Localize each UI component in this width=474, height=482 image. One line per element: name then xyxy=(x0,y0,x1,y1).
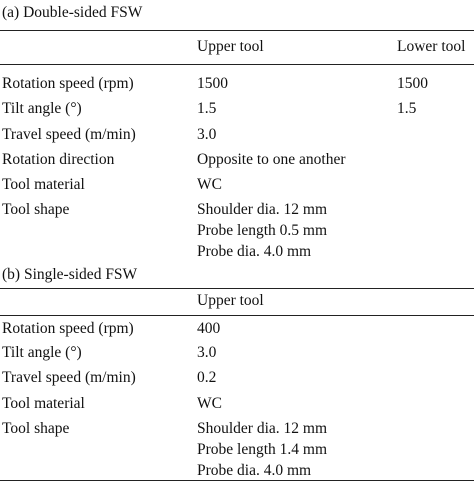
row-value-lower: 1.5 xyxy=(397,100,417,117)
section-rule xyxy=(0,288,474,289)
row-label: Rotation direction xyxy=(2,151,115,168)
section-a-header-upper: Upper tool xyxy=(197,38,264,55)
header-rule xyxy=(0,315,474,316)
row-label: Travel speed (m/min) xyxy=(2,369,136,386)
top-rule xyxy=(0,30,474,31)
row-label: Rotation speed (rpm) xyxy=(2,75,134,92)
row-value-upper: 3.0 xyxy=(197,126,217,143)
row-label: Tool material xyxy=(2,176,85,193)
row-value-upper: Opposite to one another xyxy=(197,151,346,168)
section-a-header-lower: Lower tool xyxy=(397,38,466,55)
bottom-rule xyxy=(0,480,474,481)
row-label: Tool shape xyxy=(2,201,70,218)
row-value-upper: 3.0 xyxy=(197,344,217,361)
row-label: Tool shape xyxy=(2,420,70,437)
row-value-upper: 1500 xyxy=(197,75,228,92)
row-value-upper: 400 xyxy=(197,320,221,337)
row-value-upper: WC xyxy=(197,176,222,193)
row-label: Travel speed (m/min) xyxy=(2,126,136,143)
row-value-upper-line: Probe dia. 4.0 mm xyxy=(197,462,312,479)
row-label: Tilt angle (°) xyxy=(2,344,82,361)
row-label: Tilt angle (°) xyxy=(2,100,82,117)
section-b-header-upper: Upper tool xyxy=(197,292,264,309)
row-value-upper-line: Probe dia. 4.0 mm xyxy=(197,243,312,260)
row-label: Rotation speed (rpm) xyxy=(2,320,134,337)
row-value-upper: 0.2 xyxy=(197,369,217,386)
row-value-upper-line: Shoulder dia. 12 mm xyxy=(197,420,328,437)
section-a-title: (a) Double-sided FSW xyxy=(2,4,143,21)
row-value-upper: 1.5 xyxy=(197,100,217,117)
row-value-lower: 1500 xyxy=(397,75,428,92)
section-b-title: (b) Single-sided FSW xyxy=(2,266,138,283)
row-label: Tool material xyxy=(2,395,85,412)
row-value-upper-line: Probe length 1.4 mm xyxy=(197,441,328,458)
row-value-upper-line: Shoulder dia. 12 mm xyxy=(197,201,328,218)
row-value-upper-line: Probe length 0.5 mm xyxy=(197,222,328,239)
header-rule xyxy=(0,64,474,65)
row-value-upper: WC xyxy=(197,395,222,412)
